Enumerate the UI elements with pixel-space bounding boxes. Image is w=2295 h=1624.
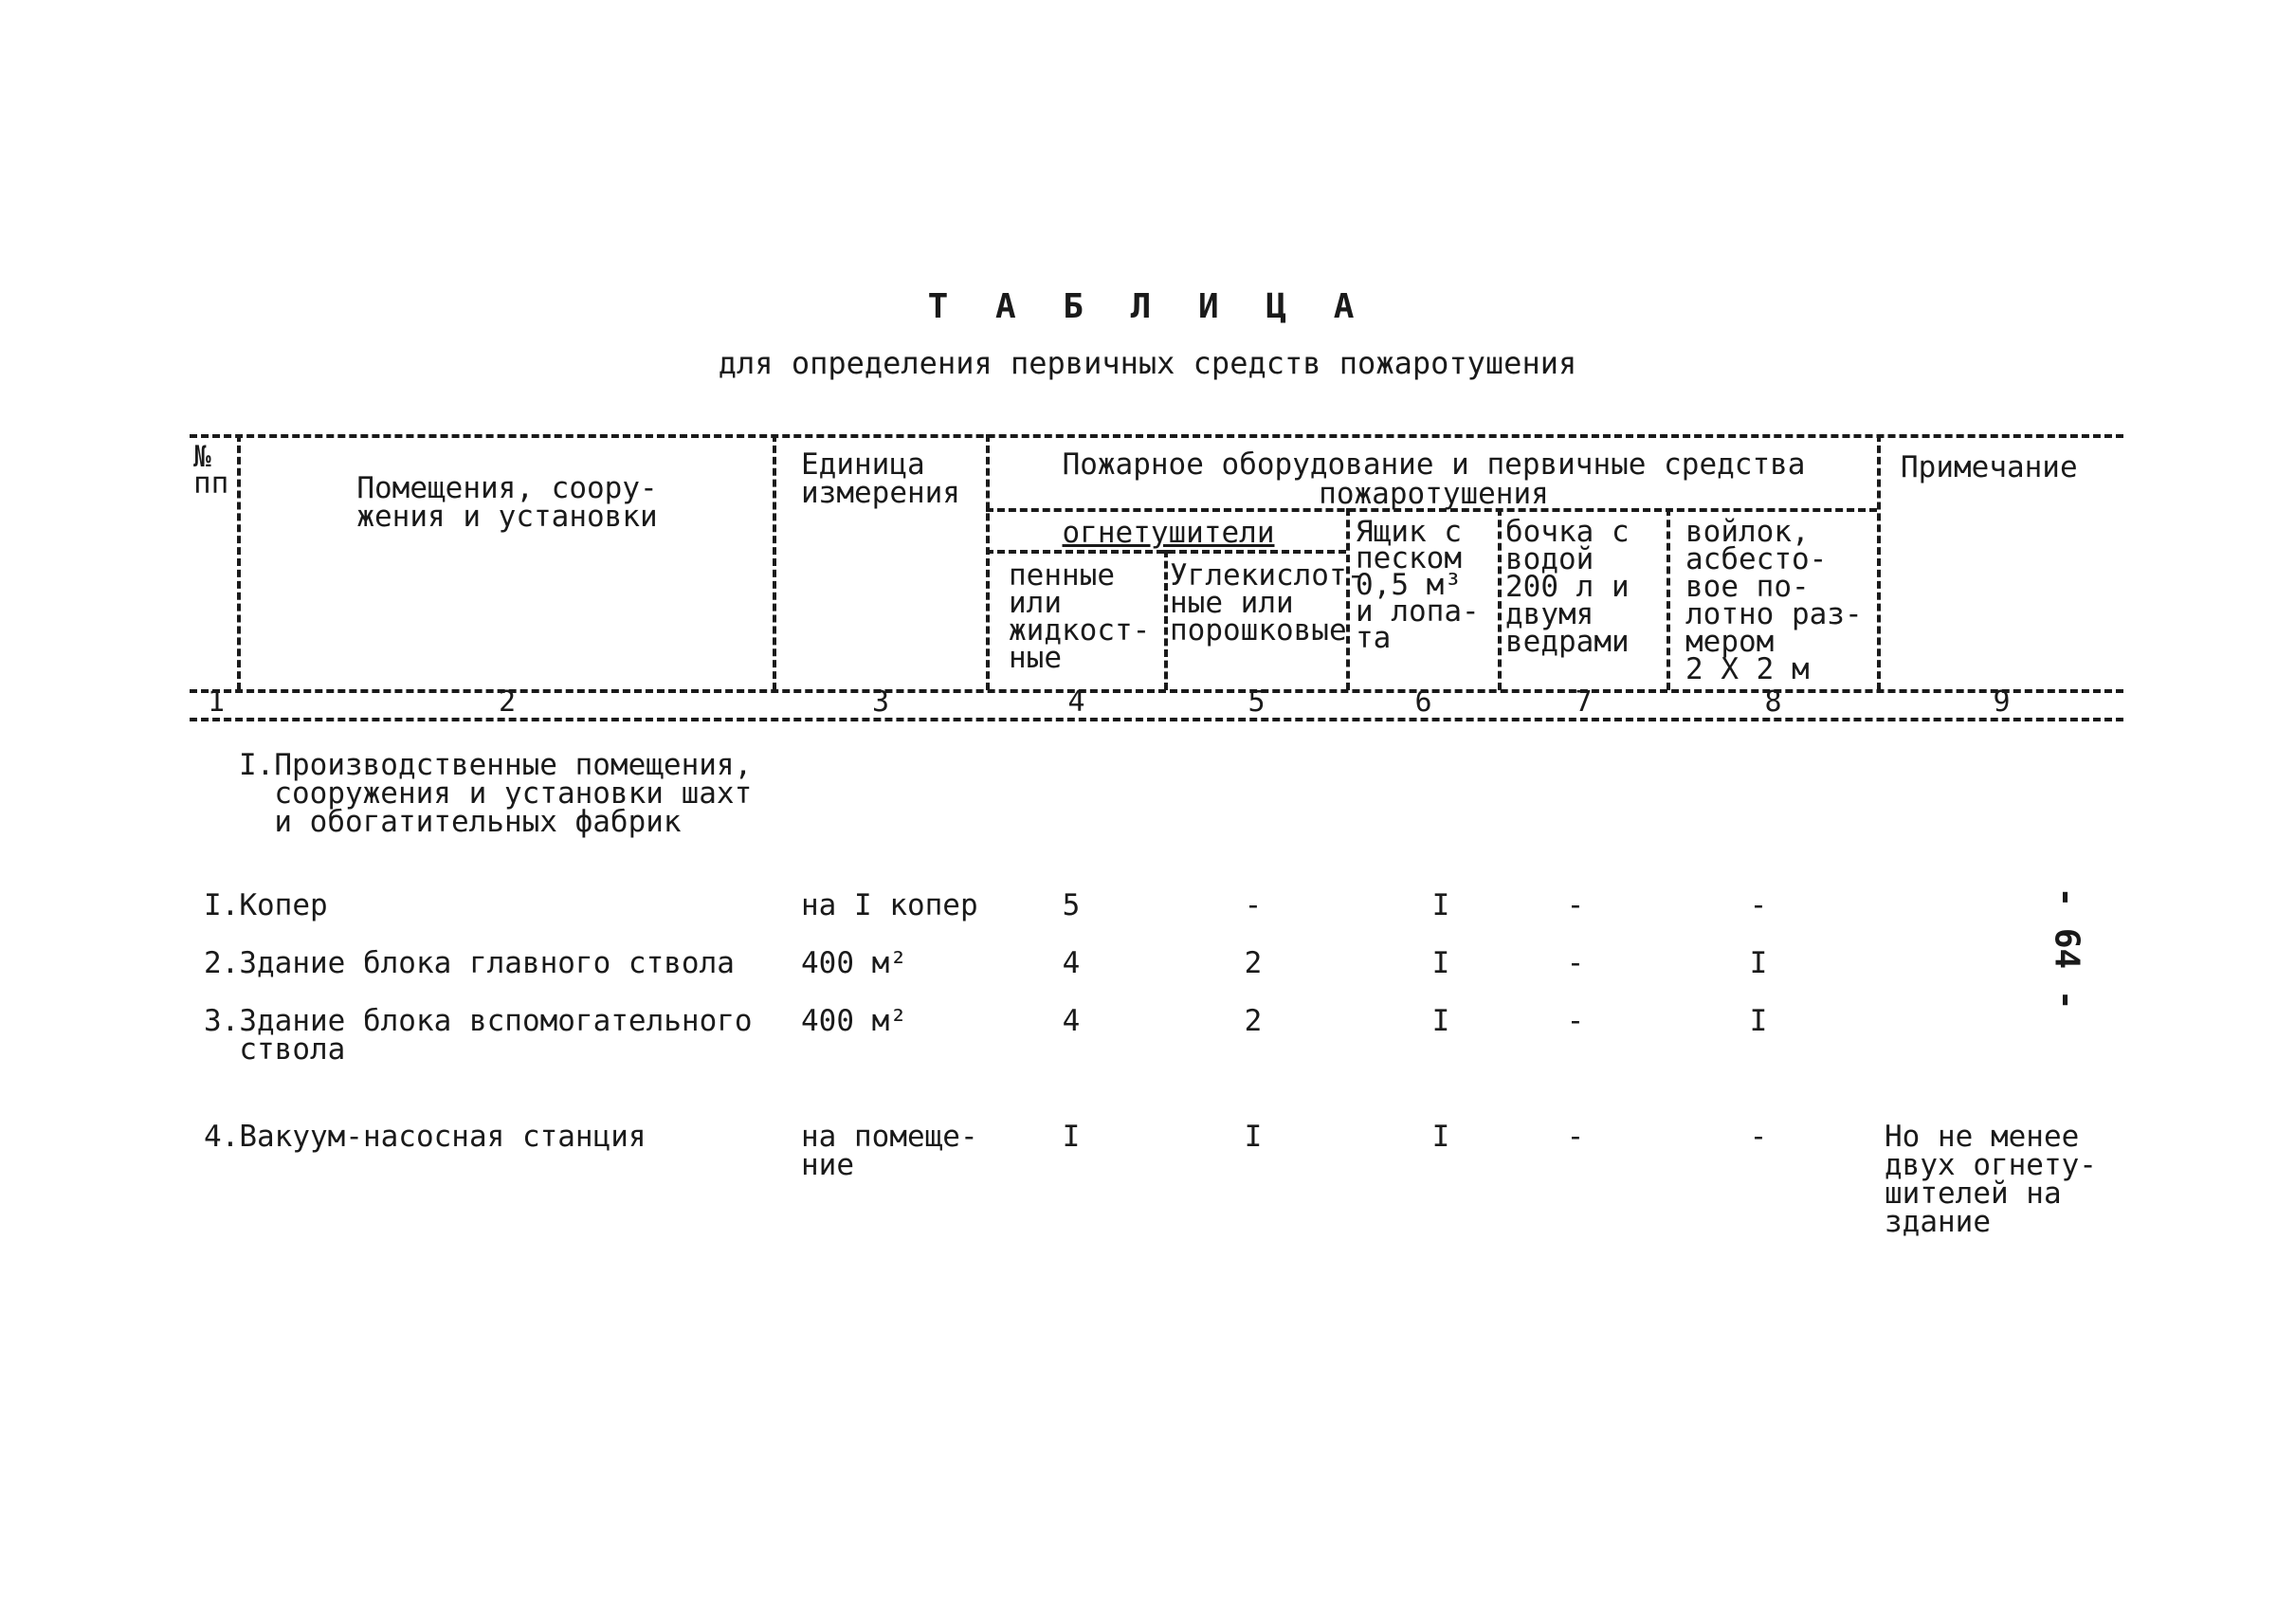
row-value: I [1431, 888, 1450, 922]
row-name: 2.Здание блока главного ствола [204, 946, 735, 980]
row-value: - [1244, 888, 1263, 922]
row-value: 2 [1244, 946, 1263, 980]
row-value: - [1749, 888, 1768, 922]
table-subtitle: для определения первичных средств пожаротушения [718, 345, 1577, 381]
row-value: - [1566, 1120, 1585, 1154]
row-value: I [1431, 946, 1450, 980]
header-col-note: Примечание [1901, 450, 2078, 484]
table-title: Т А Б Л И Ц А [927, 287, 1368, 326]
header-col-felt: войлок, асбесто- вое по- лотно раз- мером 2 Х 2 м [1685, 515, 1863, 686]
row-unit: на I копер [801, 888, 978, 922]
header-group-equipment: Пожарное оборудование и первичные средства пожаротушения [1062, 447, 1806, 511]
row-unit: 400 м² [801, 946, 907, 980]
row-value: - [1566, 888, 1585, 922]
header-col-rooms: Помещения, соору- жения и установки [356, 471, 658, 534]
row-value: I [1062, 1120, 1081, 1154]
row-value: 2 [1244, 1004, 1263, 1038]
column-number: 2 [498, 685, 517, 719]
column-number: 3 [871, 685, 890, 719]
row-unit: 400 м² [801, 1004, 907, 1038]
row-value: I [1431, 1004, 1450, 1038]
header-group-extinguishers: огнетушители [1062, 516, 1275, 550]
row-value: 5 [1062, 888, 1081, 922]
row-name: 3.Здание блока вспомогательного ствола [204, 1004, 753, 1067]
header-col-number: № пп [193, 440, 229, 501]
column-number: 1 [207, 685, 226, 719]
column-number: 9 [1993, 685, 2011, 719]
row-value: 4 [1062, 1004, 1081, 1038]
row-value: I [1749, 1004, 1768, 1038]
section-title: I.Производственные помещения, сооружения и установки шахт и обогатительных фабрик [239, 748, 753, 839]
column-number: 7 [1575, 685, 1593, 719]
row-value: - [1566, 946, 1585, 980]
header-col-foam: пенные или жидкост- ные [1009, 558, 1151, 675]
row-value: 4 [1062, 946, 1081, 980]
row-value: - [1749, 1120, 1768, 1154]
row-value: I [1244, 1120, 1263, 1154]
row-note: Но не менее двух огнету- шителей на здание [1885, 1120, 2097, 1239]
header-col-barrel: бочка с водой 200 л и двумя ведрами [1505, 515, 1630, 659]
row-value: I [1749, 946, 1768, 980]
header-col-unit: Единица измерения [801, 447, 960, 510]
column-number: 4 [1067, 685, 1085, 719]
row-name: 4.Вакуум-насосная станция [204, 1120, 647, 1154]
row-value: - [1566, 1004, 1585, 1038]
column-number: 5 [1248, 685, 1266, 719]
row-name: I.Копер [204, 888, 328, 922]
row-unit: на помеще- ние [801, 1120, 978, 1182]
page-number: - 64 - [2047, 886, 2086, 1011]
column-number: 6 [1414, 685, 1432, 719]
header-col-sand: Ящик с песком 0,5 м³ и лопа- та [1356, 515, 1480, 655]
header-col-co2: Углекислот- ные или порошковые [1170, 558, 1365, 648]
row-value: I [1431, 1120, 1450, 1154]
column-number: 8 [1764, 685, 1782, 719]
